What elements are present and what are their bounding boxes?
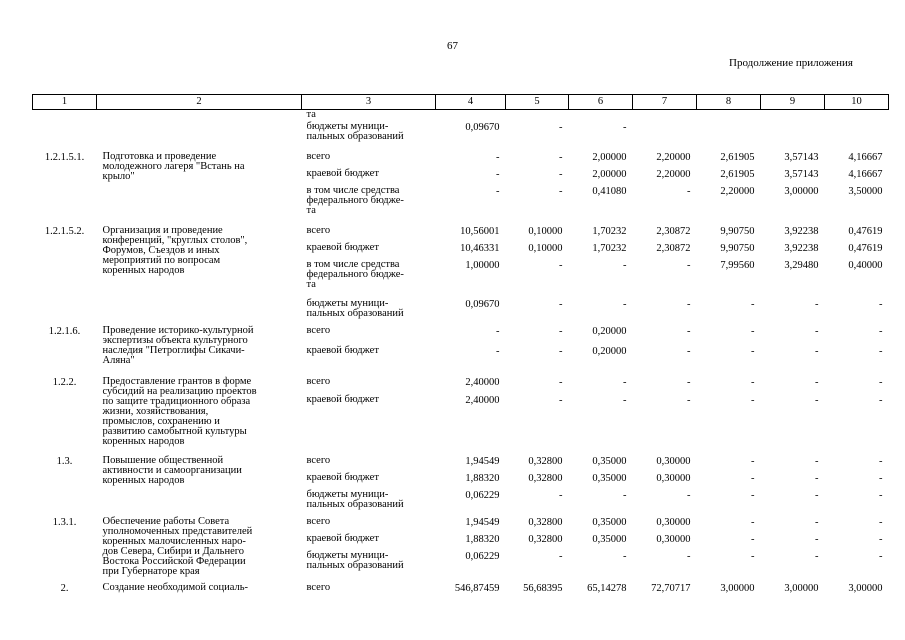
column-header: 1 <box>33 95 97 110</box>
value-cell: - <box>559 325 563 337</box>
value-cell: - <box>559 151 563 163</box>
value-cell: 0,09670 <box>465 298 500 310</box>
value-cell: 2,20000 <box>656 168 691 180</box>
value-cell: 0,09670 <box>465 121 500 133</box>
value-cell: 3,50000 <box>848 185 883 197</box>
item-number-cell: 1.2.2. <box>52 376 77 388</box>
table-row <box>33 110 889 122</box>
value-cell <box>697 110 761 122</box>
value-cell <box>569 110 633 122</box>
column-header: 9 <box>761 95 825 110</box>
value-cell: - <box>751 394 755 406</box>
value-cell: 2,20000 <box>656 151 691 163</box>
funding-source-cell: всего <box>306 324 331 336</box>
value-cell: - <box>751 376 755 388</box>
value-cell: - <box>559 376 563 388</box>
item-name-cell: Предоставление грантов в форме субсидий на реализацию проектов по защите традиционного образа жизни, хозяйствования, промыслов, сохранению и развитию самобытной культуры коренных народов <box>102 375 257 447</box>
value-cell: 3,92238 <box>784 225 819 237</box>
value-cell: 3,00000 <box>720 582 755 594</box>
table-row <box>33 326 889 346</box>
value-cell: 0,10000 <box>528 242 563 254</box>
item-number-cell: 1.3. <box>56 455 73 467</box>
value-cell: 0,10000 <box>528 225 563 237</box>
value-cell: 0,30000 <box>656 455 691 467</box>
item-number-cell <box>33 122 97 152</box>
column-header: 3 <box>302 95 436 110</box>
value-cell: - <box>687 394 691 406</box>
item-number-cell: 1.3.1. <box>52 516 77 528</box>
column-header: 2 <box>97 95 302 110</box>
item-name-cell: Создание необходимой социаль- <box>102 581 249 593</box>
value-cell <box>825 110 889 122</box>
value-cell <box>761 122 825 152</box>
value-cell: 3,57143 <box>784 151 819 163</box>
funding-source-cell: в том числе средства федерального бюдже- та <box>306 184 404 216</box>
funding-source-cell: всего <box>306 224 331 236</box>
item-name-cell: Организация и проведение конференций, "круглых столов", Форумов, Съездов и иных мероприятий по вопросам коренных народов <box>102 224 248 276</box>
value-cell: - <box>879 455 883 467</box>
value-cell: 3,29480 <box>784 259 819 271</box>
funding-source-cell: всего <box>306 150 331 162</box>
value-cell: - <box>559 345 563 357</box>
value-cell: 1,94549 <box>465 516 500 528</box>
value-cell: 1,00000 <box>465 259 500 271</box>
value-cell: - <box>879 345 883 357</box>
value-cell: - <box>879 325 883 337</box>
value-cell <box>825 122 889 152</box>
value-cell: - <box>687 345 691 357</box>
value-cell: - <box>879 394 883 406</box>
value-cell: 2,30872 <box>656 242 691 254</box>
value-cell: - <box>751 455 755 467</box>
value-cell: 0,20000 <box>592 345 627 357</box>
value-cell: - <box>879 550 883 562</box>
value-cell: 2,20000 <box>720 185 755 197</box>
value-cell: 2,61905 <box>720 168 755 180</box>
value-cell: 9,90750 <box>720 225 755 237</box>
value-cell: 7,99560 <box>720 259 755 271</box>
value-cell: - <box>687 259 691 271</box>
continuation-label: Продолжение приложения <box>729 57 853 69</box>
value-cell: 0,32800 <box>528 472 563 484</box>
funding-source-cell: краевой бюджет <box>306 532 379 544</box>
funding-source-cell: всего <box>306 515 331 527</box>
value-cell: 0,47619 <box>848 225 883 237</box>
value-cell: - <box>687 185 691 197</box>
value-cell: 72,70717 <box>651 582 691 594</box>
value-cell: - <box>623 259 627 271</box>
value-cell <box>761 110 825 122</box>
column-header: 6 <box>569 95 633 110</box>
value-cell: - <box>879 376 883 388</box>
value-cell: 3,00000 <box>848 582 883 594</box>
value-cell: 2,00000 <box>592 151 627 163</box>
item-name-cell: Обеспечение работы Совета уполномоченных представителей коренных малочисленных наро- дов Севера, Сибири и Дальнего Востока Российской Федерации при Губернаторе края <box>102 515 253 577</box>
value-cell: 4,16667 <box>848 168 883 180</box>
value-cell <box>436 110 506 122</box>
value-cell: 1,88320 <box>465 533 500 545</box>
value-cell: - <box>623 489 627 501</box>
funding-source-cell: бюджеты муници- пальных образований <box>306 488 404 510</box>
item-number-cell: 2. <box>60 582 69 594</box>
table-row <box>33 226 889 243</box>
value-cell: 0,35000 <box>592 472 627 484</box>
value-cell: - <box>623 121 627 133</box>
value-cell: - <box>496 185 500 197</box>
funding-source-cell: бюджеты муници- пальных образований <box>306 120 404 142</box>
value-cell: - <box>623 376 627 388</box>
value-cell: 0,40000 <box>848 259 883 271</box>
column-header: 8 <box>697 95 761 110</box>
value-cell: 0,35000 <box>592 533 627 545</box>
value-cell: 0,41080 <box>592 185 627 197</box>
page-number: 67 <box>447 40 458 52</box>
value-cell: 10,56001 <box>460 225 500 237</box>
value-cell: 10,46331 <box>460 242 500 254</box>
value-cell: 65,14278 <box>587 582 627 594</box>
value-cell: - <box>751 489 755 501</box>
value-cell: - <box>815 345 819 357</box>
value-cell <box>633 110 697 122</box>
value-cell: - <box>815 394 819 406</box>
value-cell <box>697 122 761 152</box>
funding-source-cell: краевой бюджет <box>306 393 379 405</box>
value-cell: - <box>815 455 819 467</box>
value-cell: - <box>496 345 500 357</box>
funding-source-cell: краевой бюджет <box>306 167 379 179</box>
value-cell: 0,30000 <box>656 516 691 528</box>
value-cell: 1,94549 <box>465 455 500 467</box>
column-header: 4 <box>436 95 506 110</box>
funding-source-cell: всего <box>306 454 331 466</box>
funding-source-cell: та <box>306 109 316 120</box>
funding-source-cell: бюджеты муници- пальных образований <box>306 549 404 571</box>
item-name-cell: Проведение историко-культурной экспертизы объекта культурного наследия "Петроглифы Сикачи- Аляна" <box>102 324 254 366</box>
value-cell: 4,16667 <box>848 151 883 163</box>
value-cell: 0,35000 <box>592 455 627 467</box>
value-cell: 1,88320 <box>465 472 500 484</box>
value-cell: - <box>751 516 755 528</box>
value-cell: - <box>496 325 500 337</box>
funding-source-cell: краевой бюджет <box>306 241 379 253</box>
value-cell: - <box>496 151 500 163</box>
value-cell: - <box>815 550 819 562</box>
funding-source-cell: всего <box>306 375 331 387</box>
value-cell: - <box>815 533 819 545</box>
item-name-cell <box>97 110 302 122</box>
value-cell: 1,70232 <box>592 225 627 237</box>
value-cell: 0,30000 <box>656 472 691 484</box>
column-header: 10 <box>825 95 889 110</box>
value-cell <box>506 110 569 122</box>
value-cell: - <box>559 168 563 180</box>
value-cell: - <box>879 516 883 528</box>
value-cell: - <box>815 376 819 388</box>
value-cell: 0,32800 <box>528 533 563 545</box>
value-cell: - <box>623 394 627 406</box>
table-row <box>33 122 889 152</box>
column-header: 7 <box>633 95 697 110</box>
value-cell: 2,40000 <box>465 394 500 406</box>
funding-source-cell: бюджеты муници- пальных образований <box>306 297 404 319</box>
item-number-cell: 1.2.1.5.1. <box>44 151 85 163</box>
funding-source-cell: всего <box>306 581 331 593</box>
value-cell: 0,47619 <box>848 242 883 254</box>
value-cell: - <box>751 298 755 310</box>
value-cell: - <box>687 550 691 562</box>
value-cell: - <box>815 472 819 484</box>
value-cell: - <box>687 489 691 501</box>
value-cell: 0,35000 <box>592 516 627 528</box>
value-cell: 3,00000 <box>784 582 819 594</box>
item-number-cell: 1.2.1.5.2. <box>44 225 85 237</box>
value-cell: - <box>751 472 755 484</box>
value-cell: - <box>879 489 883 501</box>
value-cell: - <box>751 533 755 545</box>
value-cell: 1,70232 <box>592 242 627 254</box>
item-name-cell <box>97 122 302 152</box>
value-cell: - <box>623 298 627 310</box>
value-cell: - <box>815 516 819 528</box>
item-number-cell <box>33 110 97 122</box>
value-cell: - <box>687 298 691 310</box>
value-cell: 9,90750 <box>720 242 755 254</box>
value-cell: - <box>751 550 755 562</box>
value-cell: - <box>879 472 883 484</box>
value-cell: - <box>879 298 883 310</box>
value-cell: - <box>559 394 563 406</box>
value-cell: - <box>559 185 563 197</box>
value-cell: 3,57143 <box>784 168 819 180</box>
table-row <box>33 456 889 473</box>
value-cell: 3,00000 <box>784 185 819 197</box>
value-cell: - <box>559 121 563 133</box>
value-cell: - <box>496 168 500 180</box>
item-number-cell: 1.2.1.6. <box>48 325 81 337</box>
value-cell: - <box>559 550 563 562</box>
table-row <box>33 377 889 395</box>
value-cell: - <box>815 298 819 310</box>
funding-source-cell: в том числе средства федерального бюдже- та <box>306 258 404 290</box>
value-cell: 0,06229 <box>465 489 500 501</box>
funding-source-cell: краевой бюджет <box>306 471 379 483</box>
value-cell: - <box>751 345 755 357</box>
value-cell: 2,00000 <box>592 168 627 180</box>
value-cell: - <box>815 489 819 501</box>
value-cell: 3,92238 <box>784 242 819 254</box>
value-cell: 0,32800 <box>528 516 563 528</box>
value-cell: - <box>879 533 883 545</box>
funding-source-cell: краевой бюджет <box>306 344 379 356</box>
budget-table <box>32 94 889 600</box>
value-cell: 0,20000 <box>592 325 627 337</box>
value-cell: - <box>559 489 563 501</box>
value-cell: 2,30872 <box>656 225 691 237</box>
value-cell: - <box>623 550 627 562</box>
value-cell: 0,06229 <box>465 550 500 562</box>
value-cell: 2,40000 <box>465 376 500 388</box>
value-cell: - <box>815 325 819 337</box>
value-cell: - <box>751 325 755 337</box>
value-cell: - <box>559 298 563 310</box>
table-row <box>33 152 889 169</box>
header-row <box>33 95 889 110</box>
table-row <box>33 583 889 600</box>
item-name-cell: Повышение общественной активности и самоорганизации коренных народов <box>102 454 242 486</box>
value-cell: - <box>687 325 691 337</box>
table-row <box>33 517 889 534</box>
column-header: 5 <box>506 95 569 110</box>
value-cell: 0,32800 <box>528 455 563 467</box>
value-cell: 2,61905 <box>720 151 755 163</box>
value-cell: 0,30000 <box>656 533 691 545</box>
value-cell: - <box>559 259 563 271</box>
value-cell: 546,87459 <box>454 582 500 594</box>
value-cell <box>633 122 697 152</box>
item-name-cell: Подготовка и проведение молодежного лагеря "Встань на крыло" <box>102 150 245 182</box>
value-cell: - <box>687 376 691 388</box>
value-cell: 56,68395 <box>523 582 563 594</box>
